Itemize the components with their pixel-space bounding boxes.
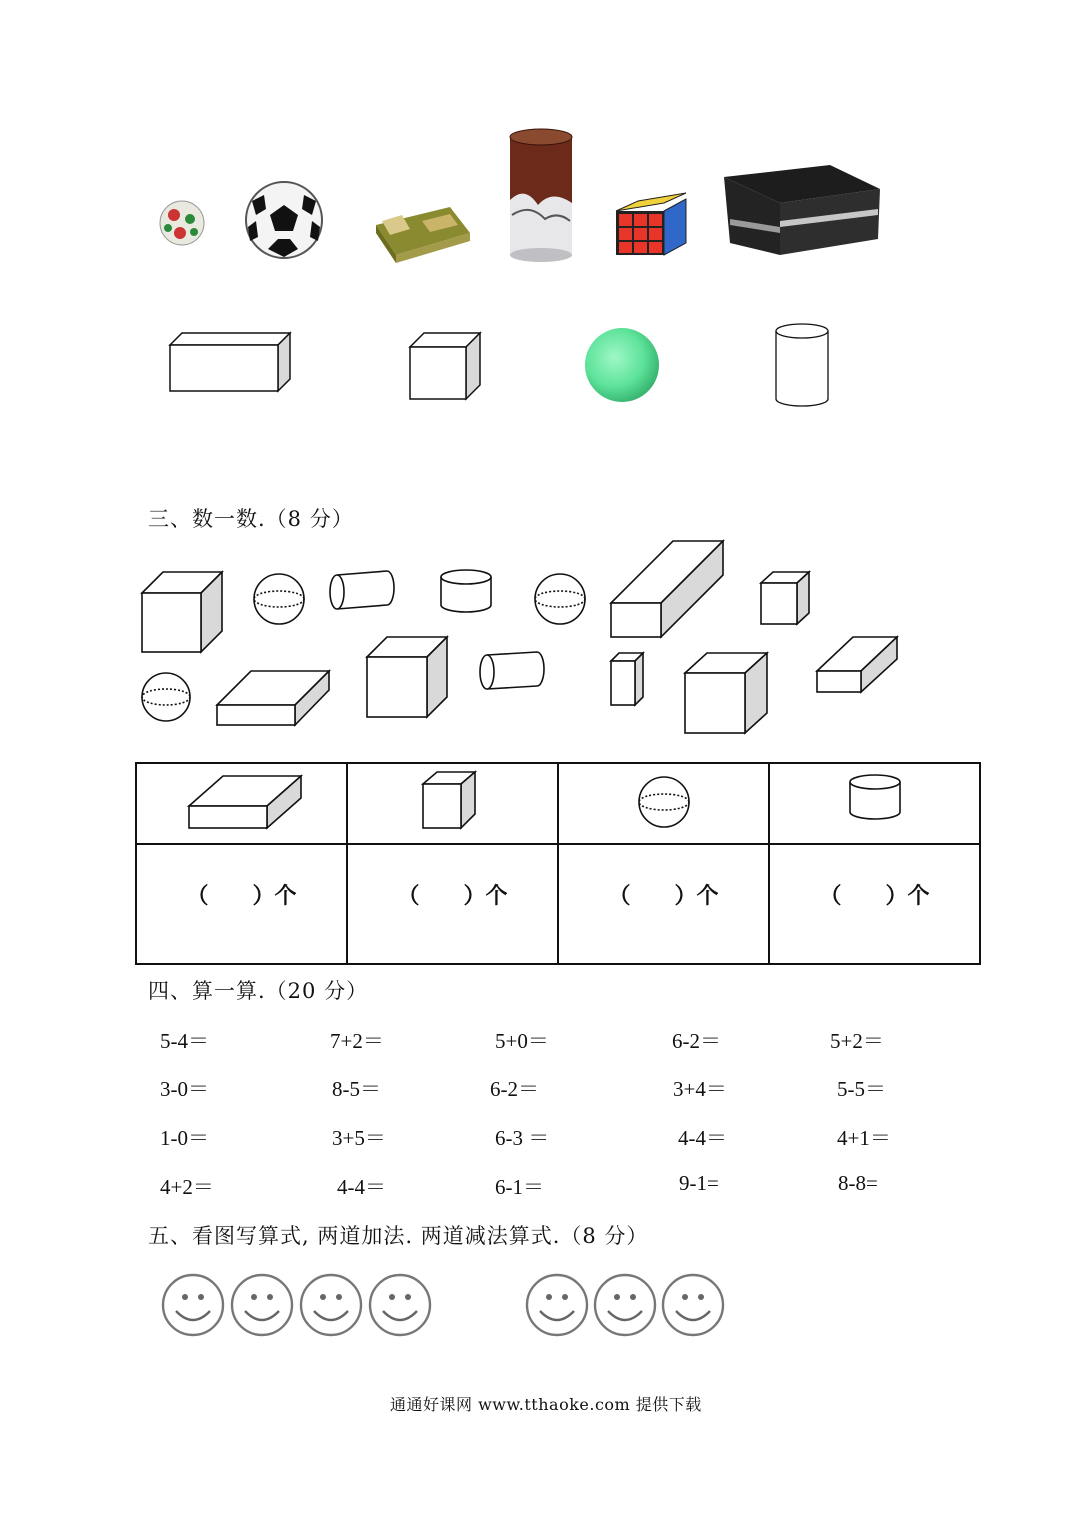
count-shapes-area [135, 535, 915, 740]
cylinder-short [441, 570, 491, 612]
cuboid-flat [217, 671, 329, 725]
header-cell-cuboid [136, 763, 347, 844]
cylinder-icon [840, 770, 910, 834]
open-paren: （ [397, 883, 420, 909]
sphere-icon [629, 770, 699, 834]
answer-cell[interactable] [136, 844, 347, 964]
rubik-cube-photo [616, 193, 686, 255]
section4-title: 四、算一算.（20 分） [148, 979, 369, 1003]
shape-reference-row [160, 315, 850, 415]
cuboid-long [611, 541, 723, 637]
smiley-face-icon [663, 1275, 723, 1335]
footer-credit: 通通好课网 www.tthaoke.com 提供下载 [390, 1395, 702, 1414]
header-cell-sphere [558, 763, 769, 844]
sphere-outline [142, 673, 190, 721]
section5-title: 五、看图写算式, 两道加法. 两道减法算式.（8 分） [148, 1224, 649, 1248]
equation[interactable]: 8-8= [838, 1171, 878, 1195]
section3-title: 三、数一数.（8 分） [148, 507, 354, 531]
count-table [135, 762, 981, 965]
cuboid-icon [177, 770, 307, 834]
shoe-box-photo [724, 165, 880, 255]
small-ball-photo [160, 201, 204, 245]
smiley-group-left [163, 1275, 430, 1335]
matchbox-photo [376, 207, 470, 263]
cuboid-shape [170, 333, 290, 391]
equation[interactable]: 3-0＝ [160, 1077, 209, 1101]
smiley-face-icon [232, 1275, 292, 1335]
smiley-face-icon [163, 1275, 223, 1335]
equation[interactable]: 8-5＝ [332, 1077, 381, 1101]
close-paren-unit: ）个 [674, 883, 719, 909]
cube-shape [410, 333, 480, 399]
equation[interactable]: 3+4＝ [673, 1077, 727, 1101]
cylinder-lying [480, 652, 544, 689]
equation[interactable]: 6-2＝ [672, 1029, 721, 1053]
sphere-shape [585, 328, 659, 402]
close-paren-unit: ）个 [463, 883, 508, 909]
answer-cell[interactable] [347, 844, 558, 964]
header-cell-cylinder [769, 763, 980, 844]
sphere-outline [535, 574, 585, 624]
smiley-faces [155, 1268, 745, 1343]
equation[interactable]: 6-2＝ [490, 1077, 539, 1101]
cuboid-small-flat [817, 637, 897, 692]
cube-icon [413, 770, 493, 834]
header-cell-cube [347, 763, 558, 844]
equation[interactable]: 6-3 ＝ [495, 1126, 550, 1150]
cuboid-thin [611, 653, 643, 705]
equation[interactable]: 5-5＝ [837, 1077, 886, 1101]
smiley-face-icon [595, 1275, 655, 1335]
open-paren: （ [186, 883, 209, 909]
smiley-group-right [527, 1275, 723, 1335]
equation[interactable]: 6-1＝ [495, 1175, 544, 1199]
soccer-ball-photo [246, 182, 322, 258]
equation[interactable]: 4+2＝ [160, 1175, 214, 1199]
cube-medium [685, 653, 767, 733]
cylinder-shape [776, 324, 828, 406]
equation[interactable]: 4-4＝ [678, 1126, 727, 1150]
cube-small [761, 572, 809, 624]
tin-can-photo [510, 129, 572, 262]
smiley-face-icon [370, 1275, 430, 1335]
cylinder-lying [330, 571, 394, 609]
close-paren-unit: ）个 [252, 883, 297, 909]
equation[interactable]: 3+5＝ [332, 1126, 386, 1150]
close-paren-unit: ）个 [885, 883, 930, 909]
smiley-face-icon [527, 1275, 587, 1335]
answer-cell[interactable] [558, 844, 769, 964]
cube-large [142, 572, 222, 652]
equation[interactable]: 7+2＝ [330, 1029, 384, 1053]
equation[interactable]: 5+2＝ [830, 1029, 884, 1053]
equation[interactable]: 5-4＝ [160, 1029, 209, 1053]
equation[interactable]: 5+0＝ [495, 1029, 549, 1053]
smiley-face-icon [301, 1275, 361, 1335]
cube-medium [367, 637, 447, 717]
open-paren: （ [819, 883, 842, 909]
equation[interactable]: 4+1＝ [837, 1126, 891, 1150]
equation[interactable]: 9-1= [679, 1171, 719, 1195]
equation[interactable]: 1-0＝ [160, 1126, 209, 1150]
object-photos-row [140, 115, 900, 275]
sphere-outline [254, 574, 304, 624]
open-paren: （ [608, 883, 631, 909]
answer-cell[interactable] [769, 844, 980, 964]
equation[interactable]: 4-4＝ [337, 1175, 386, 1199]
